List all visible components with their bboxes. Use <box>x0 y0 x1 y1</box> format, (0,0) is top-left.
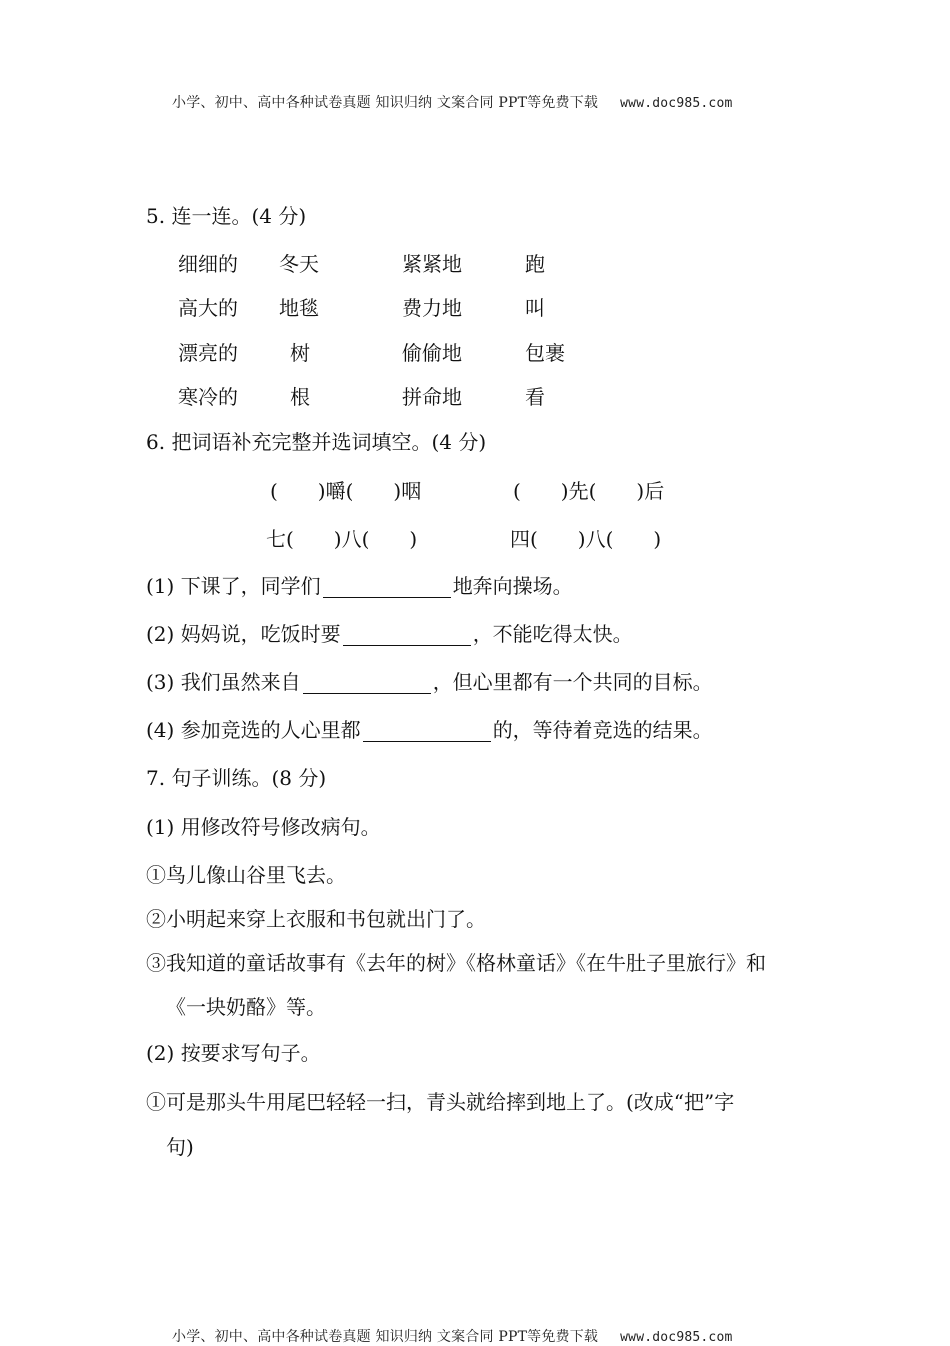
q7-sentence: ①可是那头牛用尾巴轻轻一扫，青头就给摔到地上了。(改成“把”字 <box>146 1090 735 1114</box>
q6-title: 6. 把词语补充完整并选词填空。(4 分) <box>146 430 487 454</box>
q5-col1-item: 细细的 <box>178 252 238 276</box>
q7-sentence-cont: 句) <box>166 1135 194 1159</box>
q7-title: 7. 句子训练。(8 分) <box>146 766 327 790</box>
q7-sentence: ②小明起来穿上衣服和书包就出门了。 <box>146 907 486 931</box>
q6-fill-item <box>146 718 713 742</box>
q7-sentence: ①鸟儿像山谷里飞去。 <box>146 863 346 887</box>
q6-item-post: ，但心里都有一个共同的目标。 <box>432 670 713 694</box>
q5-col2-item: 树 <box>290 341 310 365</box>
q7-part2: (2) 按要求写句子。 <box>146 1041 321 1065</box>
q5-col2-item: 根 <box>290 385 310 409</box>
answer-blank[interactable] <box>323 577 451 598</box>
answer-blank[interactable] <box>363 721 491 742</box>
q5-col1-item: 漂亮的 <box>178 341 238 365</box>
q5-title: 5. 连一连。(4 分) <box>146 204 307 228</box>
q6-word-blank: 四( )八( ) <box>510 527 662 551</box>
header-text: 小学、初中、高中各种试卷真题 知识归纳 文案合同 PPT等免费下载 <box>172 95 599 111</box>
q5-col4-item: 看 <box>525 385 545 409</box>
q7-sentence-cont: 《一块奶酪》等。 <box>166 995 326 1019</box>
q6-word-blank: ( )先( )后 <box>513 479 665 503</box>
q6-word-blank: ( )嚼( )咽 <box>270 479 422 503</box>
q5-col3-item: 拼命地 <box>402 385 462 409</box>
page-footer <box>172 1326 733 1346</box>
q5-col4-item: 包裹 <box>525 341 565 365</box>
q5-col2-item: 冬天 <box>279 252 319 276</box>
q5-col3-item: 紧紧地 <box>402 252 462 276</box>
q5-col4-item: 跑 <box>525 252 545 276</box>
q6-word-blank: 七( )八( ) <box>266 527 418 551</box>
footer-url: www.doc985.com <box>620 1330 733 1345</box>
q6-item-pre: (1) 下课了，同学们 <box>146 574 321 598</box>
q6-item-pre: (3) 我们虽然来自 <box>146 670 301 694</box>
q6-item-pre: (4) 参加竞选的人心里都 <box>146 718 361 742</box>
page-header <box>172 92 733 112</box>
q5-col3-item: 偷偷地 <box>402 341 462 365</box>
q6-item-pre: (2) 妈妈说，吃饭时要 <box>146 622 341 646</box>
q5-col3-item: 费力地 <box>402 296 462 320</box>
answer-blank[interactable] <box>343 625 471 646</box>
header-url: www.doc985.com <box>620 96 733 111</box>
q6-fill-item <box>146 622 633 646</box>
q6-item-post: 地奔向操场。 <box>452 574 573 598</box>
q6-item-post: 的，等待着竞选的结果。 <box>492 718 713 742</box>
answer-blank[interactable] <box>303 673 431 694</box>
q5-col2-item: 地毯 <box>279 296 319 320</box>
q5-col1-item: 寒冷的 <box>178 385 238 409</box>
q6-fill-item <box>146 670 713 694</box>
q5-col4-item: 叫 <box>525 296 545 320</box>
q6-item-post: ，不能吃得太快。 <box>472 622 633 646</box>
q7-part1: (1) 用修改符号修改病句。 <box>146 815 381 839</box>
footer-text: 小学、初中、高中各种试卷真题 知识归纳 文案合同 PPT等免费下载 <box>172 1329 599 1345</box>
q7-sentence: ③我知道的童话故事有《去年的树》《格林童话》《在牛肚子里旅行》和 <box>146 951 766 975</box>
q5-col1-item: 高大的 <box>178 296 238 320</box>
q6-fill-item <box>146 574 573 598</box>
